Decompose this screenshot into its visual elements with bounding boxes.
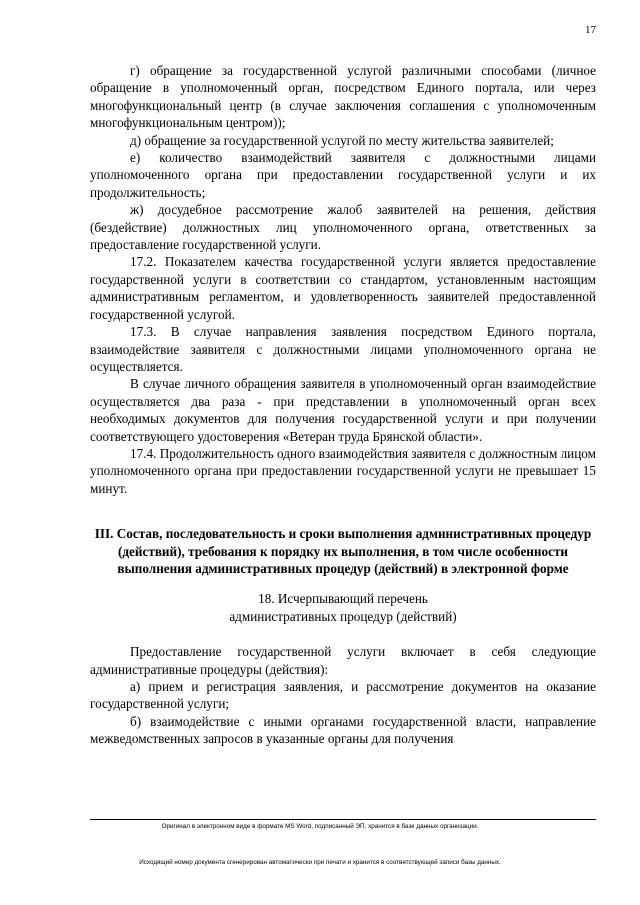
paragraph: В случае личного обращения заявителя в уполномоченный орган взаимодействие осуществляется два раза - при представлении в уполномоченный орган всех необходимых документов для получения государственной услуги и при получении соответствующего удостоверения «Ветеран труда Брянской области». [90,376,596,444]
footer-note: Исходящий номер документа сгенерирован автоматически при печати и хранится в соответствующей записи базы данных. [139,859,501,866]
paragraph: 17.3. В случае направления заявления посредством Единого портала, взаимодействие заявителя с должностными лицами уполномоченного органа не осуществляется. [90,324,596,374]
paragraph: Предоставление государственной услуги включает в себя следующие административные процедуры (действия): [90,644,596,677]
paragraph: д) обращение за государственной услугой по месту жительства заявителей; [130,132,554,148]
paragraph: г) обращение за государственной услугой различными способами (личное обращение в уполномоченный орган, посредством Единого портала, или через многофункциональный центр (в случае заключения соглашения с уполномоченным многофункциональным центром)); [90,63,596,131]
paragraph: 17.4. Продолжительность одного взаимодействия заявителя с должностным лицом уполномоченного органа при предоставлении государственной услуги не превышает 15 минут. [90,445,596,496]
paragraph-block [90,643,596,747]
footer-note: Оригинал в электронном виде в формате MS Word, подписанный ЭП, хранится в базе данных организации. [161,823,479,830]
document-body [90,62,596,748]
sub-heading-line: 18. Исчерпывающий перечень [258,591,428,607]
sub-heading [90,590,596,625]
paragraph: ж) досудебное рассмотрение жалоб заявителей на решения, действия (бездействие) должностных лиц уполномоченного органа, ответственных за предоставление государственной услуги. [90,202,596,253]
sub-heading-line: административных процедур (действий) [229,608,457,624]
paragraph: 17.2. Показателем качества государственной услуги является предоставление государственной услуги в соответствии со стандартом, установленным настоящим административным регламентом, и удовлетворенность заявителей предоставленной государственной услугой. [90,254,596,322]
section-heading: III. Состав, последовательность и сроки выполнения административных процедур (действий), требования к порядку их выполнения, в том числе особенности выполнения административных процедур (действий) в электронной форме [94,526,592,576]
paragraph: а) прием и регистрация заявления, и рассмотрение документов на оказание государственной услуги; [90,679,596,712]
paragraph: е) количество взаимодействий заявителя с должностными лицами уполномоченного органа при предоставлении государственной услуги и их продолжительность; [90,150,596,200]
paragraph: б) взаимодействие с иными органами государственной власти, направление межведомственных запросов в указанные органы для получения [90,713,596,747]
footer-divider [90,819,596,820]
page-number: 17 [585,24,596,36]
